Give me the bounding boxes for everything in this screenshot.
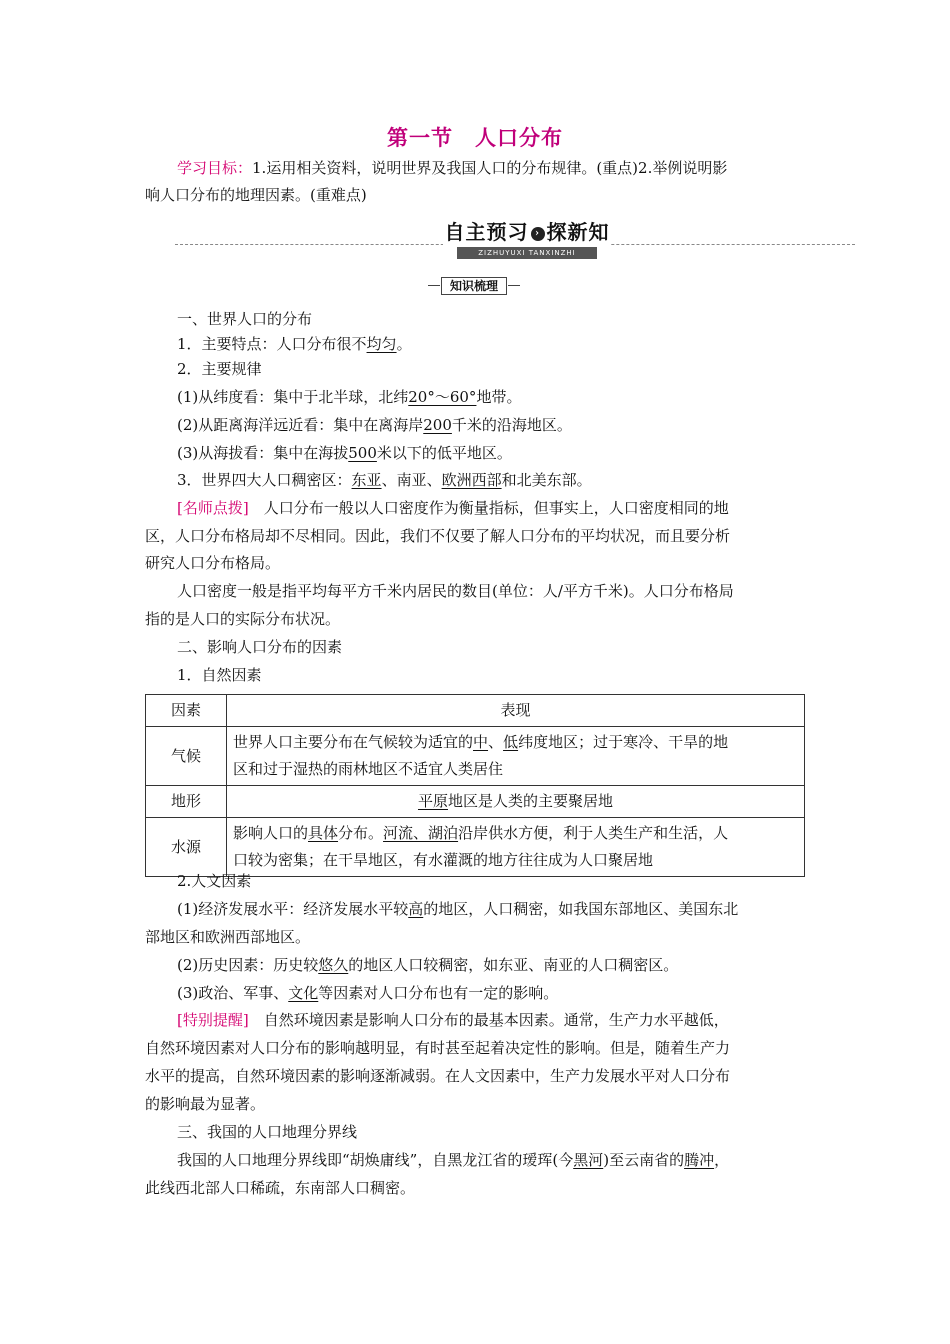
tip2-label: [特别提醒] <box>177 1011 249 1029</box>
tip2-line-1: [特别提醒] 自然环境因素是影响人口分布的最基本因素。通常，生产力水平越低， <box>177 1011 729 1029</box>
tip1-line-4: 人口密度一般是指平均每平方千米内居民的数目(单位：人/平方千米)。人口分布格局 <box>177 582 734 600</box>
tip2-line-3: 水平的提高，自然环境因素的影响逐渐减弱。在人文因素中，生产力发展水平对人口分布 <box>145 1067 731 1085</box>
table-row <box>146 786 805 818</box>
s3-heading: 三、我国的人口地理分界线 <box>177 1123 358 1141</box>
s2-natural: 1．自然因素 <box>177 666 262 684</box>
table-cell: 世界人口主要分布在气候较为适宜的中、低纬度地区；过于寒冷、干旱的地 区和过于湿热的雨林地区不适宜人类居住 <box>227 727 805 786</box>
s2-human-2: (2)历史因素：历史较悠久的地区人口较稠密，如东亚、南亚的人口稠密区。 <box>177 956 679 974</box>
s2-human-1: (1)经济发展水平：经济发展水平较高的地区，人口稠密，如我国东部地区、美国东北 <box>177 900 739 918</box>
s2-human-3: (3)政治、军事、文化等因素对人口分布也有一定的影响。 <box>177 984 559 1002</box>
tip1-line-1: [名师点拨] 人口分布一般以人口密度作为衡量指标，但事实上，人口密度相同的地 <box>177 499 729 517</box>
table-header: 因素 <box>146 695 227 727</box>
s2-human: 2.人文因素 <box>177 872 252 890</box>
banner-pinyin: ZIZHUYUXI TANXINZHI <box>457 247 597 259</box>
banner-title: 自主预习 › 探新知 <box>443 217 611 247</box>
arrow-icon: › <box>531 227 545 241</box>
s1-point-2-3: (3)从海拔看：集中在海拔500米以下的低平地区。 <box>177 444 512 462</box>
table-row <box>146 695 805 727</box>
table-header: 表现 <box>227 695 805 727</box>
objectives-line-1: 学习目标：1.运用相关资料，说明世界及我国人口的分布规律。(重点)2.举例说明影 <box>177 159 728 177</box>
s1-point-2-2: (2)从距离海洋远近看：集中在离海岸200千米的沿海地区。 <box>177 416 572 434</box>
s2-human-1-cont: 部地区和欧洲西部地区。 <box>145 928 311 946</box>
s3-line-1: 我国的人口地理分界线即“胡焕庸线”，自黑龙江省的瑷珲(今黑河)至云南省的腾冲， <box>177 1151 730 1169</box>
knowledge-tag: 知识梳理 <box>441 277 507 295</box>
natural-factors-table <box>145 694 805 877</box>
s1-point-1: 1．主要特点：人口分布很不均匀。 <box>177 335 412 353</box>
table-cell: 地形 <box>146 786 227 818</box>
s1-point-2: 2．主要规律 <box>177 360 262 378</box>
table-row <box>146 727 805 786</box>
tip1-label: [名师点拨] <box>177 499 249 517</box>
s1-point-2-1: (1)从纬度看：集中于北半球，北纬20°～60°地带。 <box>177 388 522 406</box>
objectives-line-2: 响人口分布的地理因素。(重难点) <box>145 186 367 204</box>
objectives-label: 学习目标： <box>177 159 253 177</box>
tip1-line-3: 研究人口分布格局。 <box>145 554 281 572</box>
table-cell: 影响人口的具体分布。河流、湖泊沿岸供水方便，利于人类生产和生活，人 口较为密集；在干旱地区，有水灌溉的地方往往成为人口聚居地 <box>227 818 805 877</box>
s1-heading: 一、世界人口的分布 <box>177 310 313 328</box>
s3-line-2: 此线西北部人口稀疏，东南部人口稠密。 <box>145 1179 416 1197</box>
tip1-line-2: 区，人口分布格局却不尽相同。因此，我们不仅要了解人口分布的平均状况，而且要分析 <box>145 527 731 545</box>
s1-point-3: 3．世界四大人口稠密区：东亚、南亚、欧洲西部和北美东部。 <box>177 471 592 489</box>
tip2-line-2: 自然环境因素对人口分布的影响越明显，有时甚至起着决定性的影响。但是，随着生产力 <box>145 1039 731 1057</box>
s2-heading: 二、影响人口分布的因素 <box>177 638 343 656</box>
tip2-line-4: 的影响最为显著。 <box>145 1095 266 1113</box>
table-row <box>146 818 805 877</box>
table-cell: 气候 <box>146 727 227 786</box>
tip1-line-5: 指的是人口的实际分布状况。 <box>145 610 341 628</box>
table-cell: 水源 <box>146 818 227 877</box>
page-title: 第一节 人口分布 <box>387 125 563 150</box>
section-banner <box>175 214 855 262</box>
table-cell: 平原地区是人类的主要聚居地 <box>227 786 805 818</box>
